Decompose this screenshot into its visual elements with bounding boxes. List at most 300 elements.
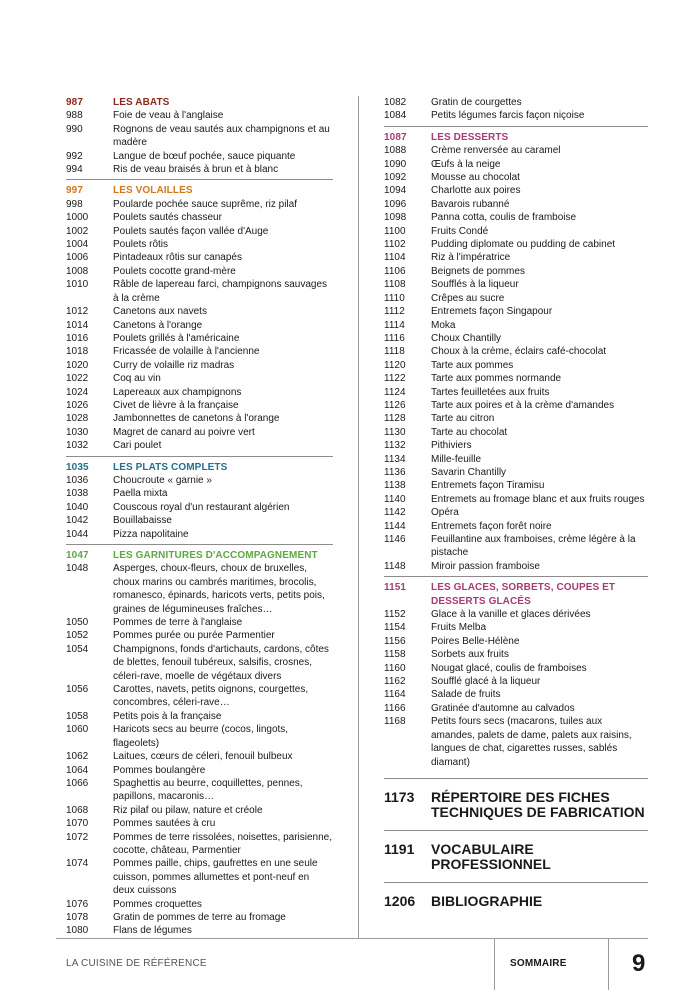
entry-title: Crème renversée au caramel <box>431 145 561 157</box>
entry-title: Spaghettis au beurre, coquillettes, pennes, papillons, macaronis… <box>113 777 303 803</box>
toc-entry <box>384 109 648 122</box>
toc-entry <box>384 621 648 634</box>
entry-page-number: 1056 <box>66 684 89 696</box>
entry-title: Entremets façon Tiramisu <box>431 480 545 492</box>
entry-page-number: 1002 <box>66 225 89 237</box>
entry-title: Pithiviers <box>431 440 472 452</box>
entry-page-number: 1072 <box>66 831 89 843</box>
entry-page-number: 1070 <box>66 818 89 830</box>
entry-page-number: 1118 <box>384 346 405 358</box>
entry-title: Riz pilaf ou pilaw, nature et créole <box>113 804 263 816</box>
entry-title: Opéra <box>431 507 459 519</box>
entry-page-number: 1018 <box>66 346 89 358</box>
toc-entry <box>66 359 333 372</box>
right-column <box>384 96 648 918</box>
toc-entry <box>66 817 333 830</box>
entry-title: Laitues, cœurs de céleri, fenouil bulbeux <box>113 751 293 763</box>
toc-entry <box>66 439 333 452</box>
toc-entry <box>384 842 648 873</box>
entry-page-number: 1090 <box>384 158 407 170</box>
toc-entry <box>66 528 333 541</box>
entry-page-number: 988 <box>66 110 83 122</box>
entry-title: Magret de canard au poivre vert <box>113 426 255 438</box>
section-page-number: 1035 <box>66 461 89 473</box>
entry-page-number: 1010 <box>66 279 89 291</box>
entry-title: Glace à la vanille et glaces dérivées <box>431 609 591 621</box>
entry-page-number: 1128 <box>384 413 406 425</box>
entry-title: Petits fours secs (macarons, tuiles aux amandes, palets de dame, palets aux raisins, langues de chat, cigarettes russes, sablés diamant) <box>431 716 632 768</box>
entry-title: Curry de volaille riz madras <box>113 359 235 371</box>
entry-page-number: 1052 <box>66 630 89 642</box>
entry-title: Poulets cocotte grand-mère <box>113 265 236 277</box>
toc-entry <box>66 764 333 777</box>
entry-title: Pommes de terre à l'anglaise <box>113 617 243 629</box>
toc-entry <box>384 372 648 385</box>
toc-entry <box>384 332 648 345</box>
entry-title: Couscous royal d'un restaurant algérien <box>113 501 290 513</box>
entry-page-number: 1020 <box>66 359 89 371</box>
entry-page-number: 1124 <box>384 386 406 398</box>
toc-entry <box>384 479 648 492</box>
entry-page-number: 1168 <box>384 716 406 728</box>
entry-title: Pintadeaux rôtis sur canapés <box>113 252 242 264</box>
footer-book-title: LA CUISINE DE RÉFÉRENCE <box>66 958 207 969</box>
toc-section <box>384 131 648 577</box>
page-number: 9 <box>632 950 646 977</box>
entry-title: VOCABULAIRE PROFESSIONNEL <box>431 840 551 873</box>
entry-title: Nougat glacé, coulis de framboises <box>431 662 587 674</box>
entry-page-number: 1116 <box>384 332 405 344</box>
toc-entry <box>66 629 333 642</box>
entry-page-number: 1104 <box>384 252 406 264</box>
toc-entry <box>384 790 648 821</box>
entry-page-number: 1140 <box>384 493 406 505</box>
toc-entry <box>66 643 333 683</box>
toc-entry <box>66 683 333 710</box>
toc-entry <box>384 211 648 224</box>
entry-title: Choux à la crème, éclairs café-chocolat <box>431 346 607 358</box>
toc-entry <box>66 562 333 616</box>
entry-page-number: 1126 <box>384 399 406 411</box>
toc-entry <box>66 399 333 412</box>
entry-title: Mousse au chocolat <box>431 172 520 184</box>
entry-title: Fruits Condé <box>431 225 489 237</box>
entry-page-number: 1102 <box>384 239 406 251</box>
toc-entry <box>66 345 333 358</box>
entry-title: Poires Belle-Hélène <box>431 635 520 647</box>
footer-separator <box>608 938 609 990</box>
entry-title: Canetons à l'orange <box>113 319 203 331</box>
toc-entry <box>66 109 333 122</box>
entry-page-number: 1122 <box>384 373 406 385</box>
entry-title: Choucroute « garnie » <box>113 474 212 486</box>
entry-title: Gratinée d'automne au calvados <box>431 702 575 714</box>
entry-title: Tarte aux poires et à la crème d'amandes <box>431 399 615 411</box>
toc-entry <box>384 894 648 910</box>
left-column <box>66 96 333 945</box>
section-title: LES DESSERTS <box>431 131 509 143</box>
toc-entry <box>66 412 333 425</box>
toc-entry <box>384 359 648 372</box>
footer-section-label: SOMMAIRE <box>510 958 567 969</box>
toc-entry <box>66 319 333 332</box>
toc-entry <box>66 238 333 251</box>
entry-title: Miroir passion framboise <box>431 560 540 572</box>
entry-title: Pommes paille, chips, gaufrettes en une seule cuisson, pommes allumettes et pont-neuf en deux cuissons <box>113 858 318 897</box>
entry-title: Râble de lapereau farci, champignons sauvages à la crème <box>113 279 328 304</box>
entry-page-number: 1132 <box>384 440 406 452</box>
section-header <box>384 581 648 608</box>
toc-entry <box>66 723 333 750</box>
entry-page-number: 1000 <box>66 212 89 224</box>
entry-page-number: 1068 <box>66 804 89 816</box>
entry-page-number: 1130 <box>384 426 406 438</box>
entry-title: Pommes de terre rissolées, noisettes, parisienne, cocotte, château, Parmentier <box>113 831 332 856</box>
toc-entry <box>384 520 648 533</box>
toc-entry <box>66 911 333 924</box>
entry-page-number: 1108 <box>384 279 406 291</box>
toc-section-continued <box>384 96 648 127</box>
entry-page-number: 1100 <box>384 225 406 237</box>
entry-page-number: 1144 <box>384 520 406 532</box>
toc-entry <box>66 898 333 911</box>
toc-entry <box>66 487 333 500</box>
entry-title: Civet de lièvre à la française <box>113 399 239 411</box>
entry-page-number: 1148 <box>384 560 406 572</box>
entry-page-number: 1028 <box>66 413 89 425</box>
toc-entry <box>66 251 333 264</box>
entry-page-number: 1078 <box>66 911 89 923</box>
toc-entry <box>384 688 648 701</box>
entry-page-number: 1082 <box>384 97 407 108</box>
toc-entry <box>66 150 333 163</box>
entry-page-number: 1012 <box>66 306 89 318</box>
entry-page-number: 1084 <box>384 110 407 122</box>
toc-entry <box>384 662 648 675</box>
entry-page-number: 1154 <box>384 622 406 634</box>
entry-page-number: 1152 <box>384 609 406 621</box>
toc-entry <box>66 265 333 278</box>
toc-entry <box>66 616 333 629</box>
toc-entry <box>66 305 333 318</box>
entry-title: Soufflés à la liqueur <box>431 279 519 291</box>
entry-title: Tarte au chocolat <box>431 426 508 438</box>
entry-page-number: 1142 <box>384 507 406 519</box>
toc-entry <box>384 278 648 291</box>
entry-page-number: 1134 <box>384 453 406 465</box>
toc-section <box>384 581 648 772</box>
entry-page-number: 1088 <box>384 145 407 157</box>
entry-page-number: 1054 <box>66 643 89 655</box>
toc-entry <box>66 278 333 305</box>
section-title: LES GARNITURES D'ACCOMPAGNEMENT <box>113 550 318 561</box>
entry-title: Fruits Melba <box>431 622 487 634</box>
entry-title: Petits pois à la française <box>113 710 222 722</box>
toc-entry <box>384 608 648 621</box>
entry-title: Lapereaux aux champignons <box>113 386 242 398</box>
section-title: LES VOLAILLES <box>113 185 193 197</box>
toc-entry <box>384 635 648 648</box>
toc-entry <box>66 501 333 514</box>
entry-title: Beignets de pommes <box>431 265 525 277</box>
entry-title: Carottes, navets, petits oignons, courgettes, concombres, céleri-rave… <box>113 684 309 709</box>
toc-section <box>66 184 333 456</box>
entry-page-number: 1120 <box>384 359 406 371</box>
section-header <box>384 131 648 144</box>
entry-page-number: 1008 <box>66 265 89 277</box>
entry-page-number: 1042 <box>66 515 89 527</box>
entry-title: Entremets au fromage blanc et aux fruits rouges <box>431 493 645 505</box>
toc-entry <box>66 198 333 211</box>
toc-entry <box>384 238 648 251</box>
toc-entry <box>66 750 333 763</box>
entry-page-number: 1048 <box>66 563 89 575</box>
toc-entry <box>66 710 333 723</box>
entry-page-number: 1066 <box>66 777 89 789</box>
entry-title: Entremets façon forêt noire <box>431 520 552 532</box>
entry-page-number: 1074 <box>66 858 89 870</box>
entry-title: Haricots secs au beurre (cocos, lingots, flageolets) <box>113 724 289 749</box>
toc-entry <box>384 265 648 278</box>
entry-title: Tarte au citron <box>431 413 495 425</box>
toc-entry <box>66 225 333 238</box>
section-header <box>66 461 333 474</box>
entry-page-number: 990 <box>66 123 83 135</box>
toc-entry <box>384 426 648 439</box>
entry-title: Flans de légumes <box>113 925 192 937</box>
entry-title: Choux Chantilly <box>431 332 502 344</box>
entry-page-number: 1060 <box>66 724 89 736</box>
entry-page-number: 1030 <box>66 426 89 438</box>
entry-page-number: 1062 <box>66 751 89 763</box>
entry-title: Panna cotta, coulis de framboise <box>431 212 577 224</box>
entry-page-number: 1206 <box>384 892 416 909</box>
entry-title: Riz à l'impératrice <box>431 252 511 264</box>
entry-page-number: 1040 <box>66 501 89 513</box>
entry-title: RÉPERTOIRE DES FICHES TECHNIQUES DE FABRICATION <box>431 788 645 821</box>
entry-page-number: 1191 <box>384 840 415 857</box>
entry-page-number: 1006 <box>66 252 89 264</box>
entry-page-number: 1036 <box>66 474 89 486</box>
toc-section <box>66 549 333 941</box>
entry-page-number: 1106 <box>384 265 406 277</box>
toc-entry <box>66 514 333 527</box>
entry-page-number: 1160 <box>384 662 406 674</box>
entry-title: Rognons de veau sautés aux champignons et au madère <box>113 123 330 149</box>
entry-title: Bouillabaisse <box>113 515 172 527</box>
footer-divider <box>56 938 648 939</box>
section-page-number: 987 <box>66 97 83 108</box>
toc-major-entry <box>384 778 648 830</box>
entry-title: Petits légumes farcis façon niçoise <box>431 110 585 122</box>
entry-title: Pommes purée ou purée Parmentier <box>113 630 275 642</box>
toc-entry <box>384 439 648 452</box>
toc-entry <box>384 184 648 197</box>
entry-title: Pizza napolitaine <box>113 528 189 540</box>
entry-page-number: 992 <box>66 150 83 162</box>
entry-page-number: 1098 <box>384 212 407 224</box>
toc-entry <box>384 506 648 519</box>
entry-title: Tarte aux pommes normande <box>431 373 562 385</box>
toc-major-entry <box>384 882 648 919</box>
entry-page-number: 1016 <box>66 332 89 344</box>
entry-title: Moka <box>431 319 456 331</box>
entry-title: Pommes boulangère <box>113 764 206 776</box>
entry-title: Gratin de courgettes <box>431 97 522 108</box>
entry-page-number: 1022 <box>66 373 89 385</box>
entry-page-number: 1064 <box>66 764 89 776</box>
entry-title: Pudding diplomate ou pudding de cabinet <box>431 239 616 251</box>
entry-title: Feuillantine aux framboises, crème légère à la pistache <box>431 534 636 559</box>
entry-page-number: 1158 <box>384 649 406 661</box>
entry-title: Poularde pochée sauce suprême, riz pilaf <box>113 198 297 210</box>
toc-section <box>66 461 333 545</box>
section-title: LES GLACES, SORBETS, COUPES ET DESSERTS GLACÉS <box>431 582 616 607</box>
toc-entry <box>384 292 648 305</box>
section-header <box>66 184 333 197</box>
entry-title: Jambonnettes de canetons à l'orange <box>113 413 280 425</box>
entry-title: Salade de fruits <box>431 689 501 701</box>
entry-page-number: 998 <box>66 198 83 210</box>
toc-entry <box>66 924 333 937</box>
toc-entry <box>384 533 648 560</box>
toc-entry <box>384 399 648 412</box>
entry-page-number: 1050 <box>66 617 89 629</box>
toc-entry <box>66 123 333 150</box>
toc-entry <box>66 857 333 897</box>
entry-page-number: 1096 <box>384 198 407 210</box>
entry-page-number: 1156 <box>384 635 406 647</box>
entry-title: Entremets façon Singapour <box>431 306 553 318</box>
toc-entry <box>384 319 648 332</box>
section-page-number: 997 <box>66 185 83 197</box>
toc-entry <box>384 715 648 769</box>
section-header <box>66 549 333 562</box>
section-page-number: 1047 <box>66 550 89 561</box>
entry-page-number: 1044 <box>66 528 89 540</box>
entry-title: Ris de veau braisés à brun et à blanc <box>113 164 279 176</box>
entry-title: Tartes feuilletées aux fruits <box>431 386 550 398</box>
entry-title: Fricassée de volaille à l'ancienne <box>113 346 260 358</box>
toc-entry <box>66 426 333 439</box>
entry-page-number: 1014 <box>66 319 89 331</box>
entry-page-number: 1138 <box>384 480 406 492</box>
entry-page-number: 1076 <box>66 898 89 910</box>
toc-entry <box>384 493 648 506</box>
toc-entry <box>66 777 333 804</box>
entry-page-number: 1032 <box>66 440 89 452</box>
toc-entry <box>384 702 648 715</box>
toc-section <box>66 96 333 180</box>
toc-entry <box>66 474 333 487</box>
toc-entry <box>384 171 648 184</box>
entry-title: Pommes croquettes <box>113 898 202 910</box>
entry-title: Tarte aux pommes <box>431 359 514 371</box>
entry-title: Œufs à la neige <box>431 158 501 170</box>
entry-title: Coq au vin <box>113 373 161 385</box>
entry-page-number: 1114 <box>384 319 405 331</box>
entry-title: Charlotte aux poires <box>431 185 521 197</box>
section-header <box>66 96 333 109</box>
toc-entry <box>384 345 648 358</box>
column-divider <box>358 96 359 939</box>
toc-entry <box>384 466 648 479</box>
toc-entry <box>66 211 333 224</box>
toc-entry <box>384 453 648 466</box>
section-title: LES ABATS <box>113 97 170 108</box>
entry-page-number: 1112 <box>384 306 405 318</box>
entry-title: Gratin de pommes de terre au fromage <box>113 911 286 923</box>
toc-entry <box>384 144 648 157</box>
toc-entry <box>384 225 648 238</box>
entry-title: Savarin Chantilly <box>431 466 507 478</box>
entry-title: Foie de veau à l'anglaise <box>113 110 224 122</box>
entry-page-number: 1024 <box>66 386 89 398</box>
entry-title: Poulets grillés à l'américaine <box>113 332 240 344</box>
entry-page-number: 1092 <box>384 172 407 184</box>
entry-title: Canetons aux navets <box>113 306 207 318</box>
toc-entry <box>384 675 648 688</box>
entry-title: Poulets rôtis <box>113 239 169 251</box>
toc-entry <box>66 831 333 858</box>
toc-entry <box>66 372 333 385</box>
entry-title: Crêpes au sucre <box>431 292 505 304</box>
toc-entry <box>66 804 333 817</box>
entry-title: Champignons, fonds d'artichauts, cardons, côtes de blettes, fenouil tubéreux, salsifis, crosnes, céleri-rave, moelle de végétaux divers <box>113 643 329 682</box>
entry-title: Soufflé glacé à la liqueur <box>431 676 541 688</box>
entry-title: Poulets sautés chasseur <box>113 212 222 224</box>
entry-page-number: 1162 <box>384 676 406 688</box>
entry-page-number: 1110 <box>384 292 405 304</box>
toc-entry <box>384 158 648 171</box>
toc-entry <box>66 386 333 399</box>
entry-title: Mille-feuille <box>431 453 482 465</box>
footer-separator <box>494 938 495 990</box>
entry-page-number: 1173 <box>384 788 415 805</box>
toc-entry <box>384 198 648 211</box>
entry-title: Poulets sautés façon vallée d'Auge <box>113 225 269 237</box>
toc-entry <box>66 332 333 345</box>
section-title: LES PLATS COMPLETS <box>113 461 228 473</box>
toc-entry <box>384 96 648 109</box>
toc-entry <box>384 251 648 264</box>
entry-page-number: 1026 <box>66 399 89 411</box>
entry-title: Pommes sautées à cru <box>113 818 216 830</box>
toc-major-entry <box>384 830 648 882</box>
toc-entry <box>384 648 648 661</box>
entry-title: Bavarois rubanné <box>431 198 510 210</box>
entry-page-number: 994 <box>66 164 83 176</box>
toc-entry <box>384 386 648 399</box>
toc-entry <box>384 560 648 573</box>
entry-page-number: 1004 <box>66 239 89 251</box>
section-page-number: 1151 <box>384 582 407 594</box>
entry-page-number: 1136 <box>384 466 406 478</box>
toc-entry <box>384 412 648 425</box>
entry-title: Langue de bœuf pochée, sauce piquante <box>113 150 296 162</box>
entry-title: BIBLIOGRAPHIE <box>431 892 543 909</box>
toc-entry <box>384 305 648 318</box>
entry-title: Cari poulet <box>113 440 162 452</box>
entry-page-number: 1038 <box>66 488 89 500</box>
entry-title: Paella mixta <box>113 488 168 500</box>
entry-page-number: 1058 <box>66 710 89 722</box>
entry-page-number: 1166 <box>384 702 406 714</box>
entry-title: Asperges, choux-fleurs, choux de bruxelles, choux marins ou cambrés maritimes, brocolis, romanesco, épinards, haricots verts, petits pois, graines de légumineuses fraîches… <box>113 563 325 615</box>
entry-page-number: 1080 <box>66 925 89 937</box>
section-page-number: 1087 <box>384 131 407 143</box>
entry-title: Sorbets aux fruits <box>431 649 509 661</box>
